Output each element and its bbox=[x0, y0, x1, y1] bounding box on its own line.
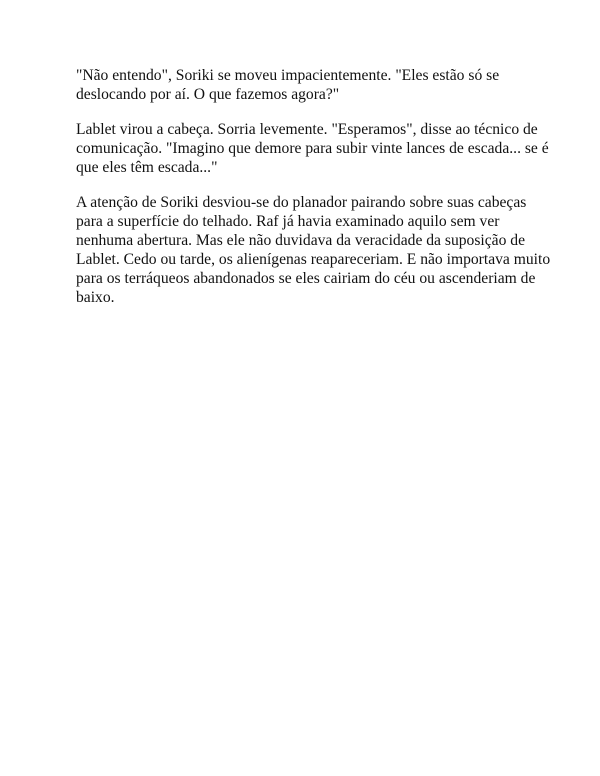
text-line: Lablet virou a cabeça. Sorria levemente. "Esperamos", disse ao técnico de bbox=[76, 121, 538, 138]
text-line: nenhuma abertura. Mas ele não duvidava da veracidade da suposição de bbox=[76, 232, 525, 249]
text-line: para a superfície do telhado. Raf já havia examinado aquilo sem ver bbox=[76, 213, 500, 230]
paragraph-2 bbox=[76, 120, 549, 177]
paragraph-1 bbox=[76, 66, 536, 104]
text-line: para os terráqueos abandonados se eles cairiam do céu ou ascenderiam de bbox=[76, 270, 536, 287]
paragraph-3 bbox=[76, 193, 551, 307]
document-body bbox=[76, 66, 551, 323]
text-line: baixo. bbox=[76, 289, 115, 306]
text-line: comunicação. "Imagino que demore para subir vinte lances de escada... se é bbox=[76, 140, 549, 157]
text-line: Lablet. Cedo ou tarde, os alienígenas reapareceriam. E não importava muito bbox=[76, 251, 551, 268]
text-line: "Não entendo", Soriki se moveu impacientemente. "Eles estão só se bbox=[76, 67, 500, 84]
text-line: deslocando por aí. O que fazemos agora?" bbox=[76, 86, 340, 103]
text-line: que eles têm escada..." bbox=[76, 159, 218, 176]
text-line: A atenção de Soriki desviou-se do planador pairando sobre suas cabeças bbox=[76, 194, 527, 211]
